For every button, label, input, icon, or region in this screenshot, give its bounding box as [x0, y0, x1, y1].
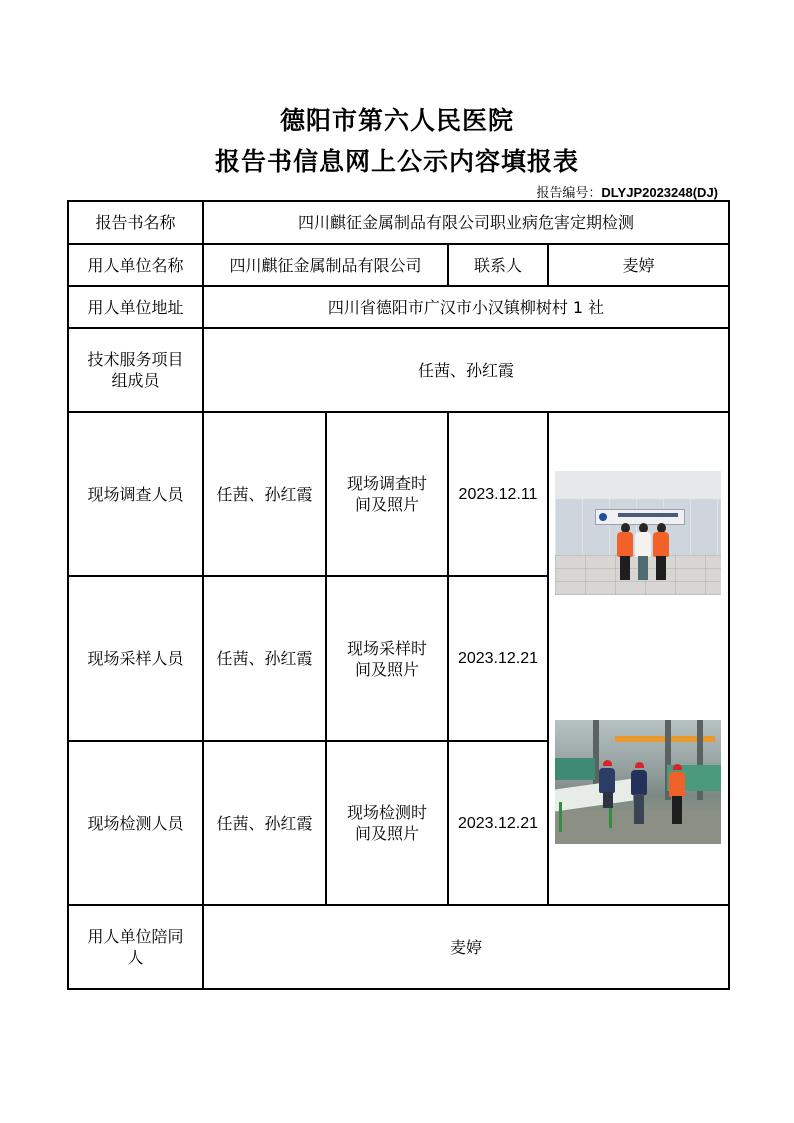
- site-survey-photo: [555, 471, 721, 595]
- contact-label: 联系人: [448, 244, 548, 286]
- site-sampling-time-label-line1: 现场采样时: [346, 638, 427, 658]
- site-testing-staff: 任茜、孙红霞: [203, 741, 326, 905]
- row-service-team: [68, 328, 729, 412]
- site-sampling-time-label: [326, 576, 448, 741]
- contact-value: 麦婷: [548, 244, 729, 286]
- report-number-value: DLYJP2023248(DJ): [601, 185, 718, 200]
- form-title: 报告书信息网上公示内容填报表: [214, 147, 579, 176]
- accompanying-person-label-line2: 人: [127, 948, 144, 967]
- service-team-value: 任茜、孙红霞: [203, 328, 729, 412]
- company-sign: [595, 509, 685, 525]
- hospital-title: 德阳市第六人民医院: [279, 106, 514, 135]
- site-survey-staff: 任茜、孙红霞: [203, 412, 326, 576]
- disclosure-form-table: [67, 200, 730, 990]
- row-employer-name: [68, 244, 729, 286]
- site-survey-time-label: [326, 412, 448, 576]
- site-testing-label: 现场检测人员: [68, 741, 203, 905]
- site-sampling-staff: 任茜、孙红霞: [203, 576, 326, 741]
- site-sampling-photo: [555, 720, 721, 844]
- site-sampling-label: 现场采样人员: [68, 576, 203, 741]
- report-name-label: 报告书名称: [68, 201, 203, 244]
- site-photos-cell: [548, 412, 729, 905]
- accompanying-person-label: [68, 905, 203, 989]
- site-sampling-time-label-line2: 间及照片: [354, 659, 419, 679]
- site-survey-label: 现场调查人员: [68, 412, 203, 576]
- service-team-label-line2: 组成员: [111, 371, 160, 390]
- employer-name-value: 四川麒征金属制品有限公司: [203, 244, 448, 286]
- employer-address-value: 四川省德阳市广汉市小汉镇柳树村 1 社: [203, 286, 729, 328]
- row-report-name: [68, 201, 729, 244]
- accompanying-person-label-line1: 用人单位陪同: [87, 927, 184, 946]
- site-survey-time-label-line2: 间及照片: [354, 495, 419, 514]
- service-team-label: [68, 328, 203, 412]
- employer-name-label: 用人单位名称: [68, 244, 203, 286]
- site-testing-time-label-line1: 现场检测时: [346, 803, 427, 822]
- site-testing-time-label-line2: 间及照片: [354, 824, 419, 843]
- employer-address-label: 用人单位地址: [68, 286, 203, 328]
- site-sampling-date: 2023.12.21: [448, 576, 548, 741]
- row-site-survey: [68, 412, 729, 576]
- site-survey-date: 2023.12.11: [448, 412, 548, 576]
- report-number: [536, 182, 718, 201]
- site-testing-time-label: [326, 741, 448, 905]
- service-team-label-line1: 技术服务项目: [87, 350, 184, 369]
- site-testing-date: 2023.12.21: [448, 741, 548, 905]
- report-name-value: 四川麒征金属制品有限公司职业病危害定期检测: [203, 201, 729, 244]
- report-number-label: 报告编号：: [536, 186, 602, 201]
- site-survey-time-label-line1: 现场调查时: [346, 474, 427, 493]
- row-employer-address: [68, 286, 729, 328]
- accompanying-person-value: 麦婷: [203, 905, 729, 989]
- row-accompanying-person: [68, 905, 729, 989]
